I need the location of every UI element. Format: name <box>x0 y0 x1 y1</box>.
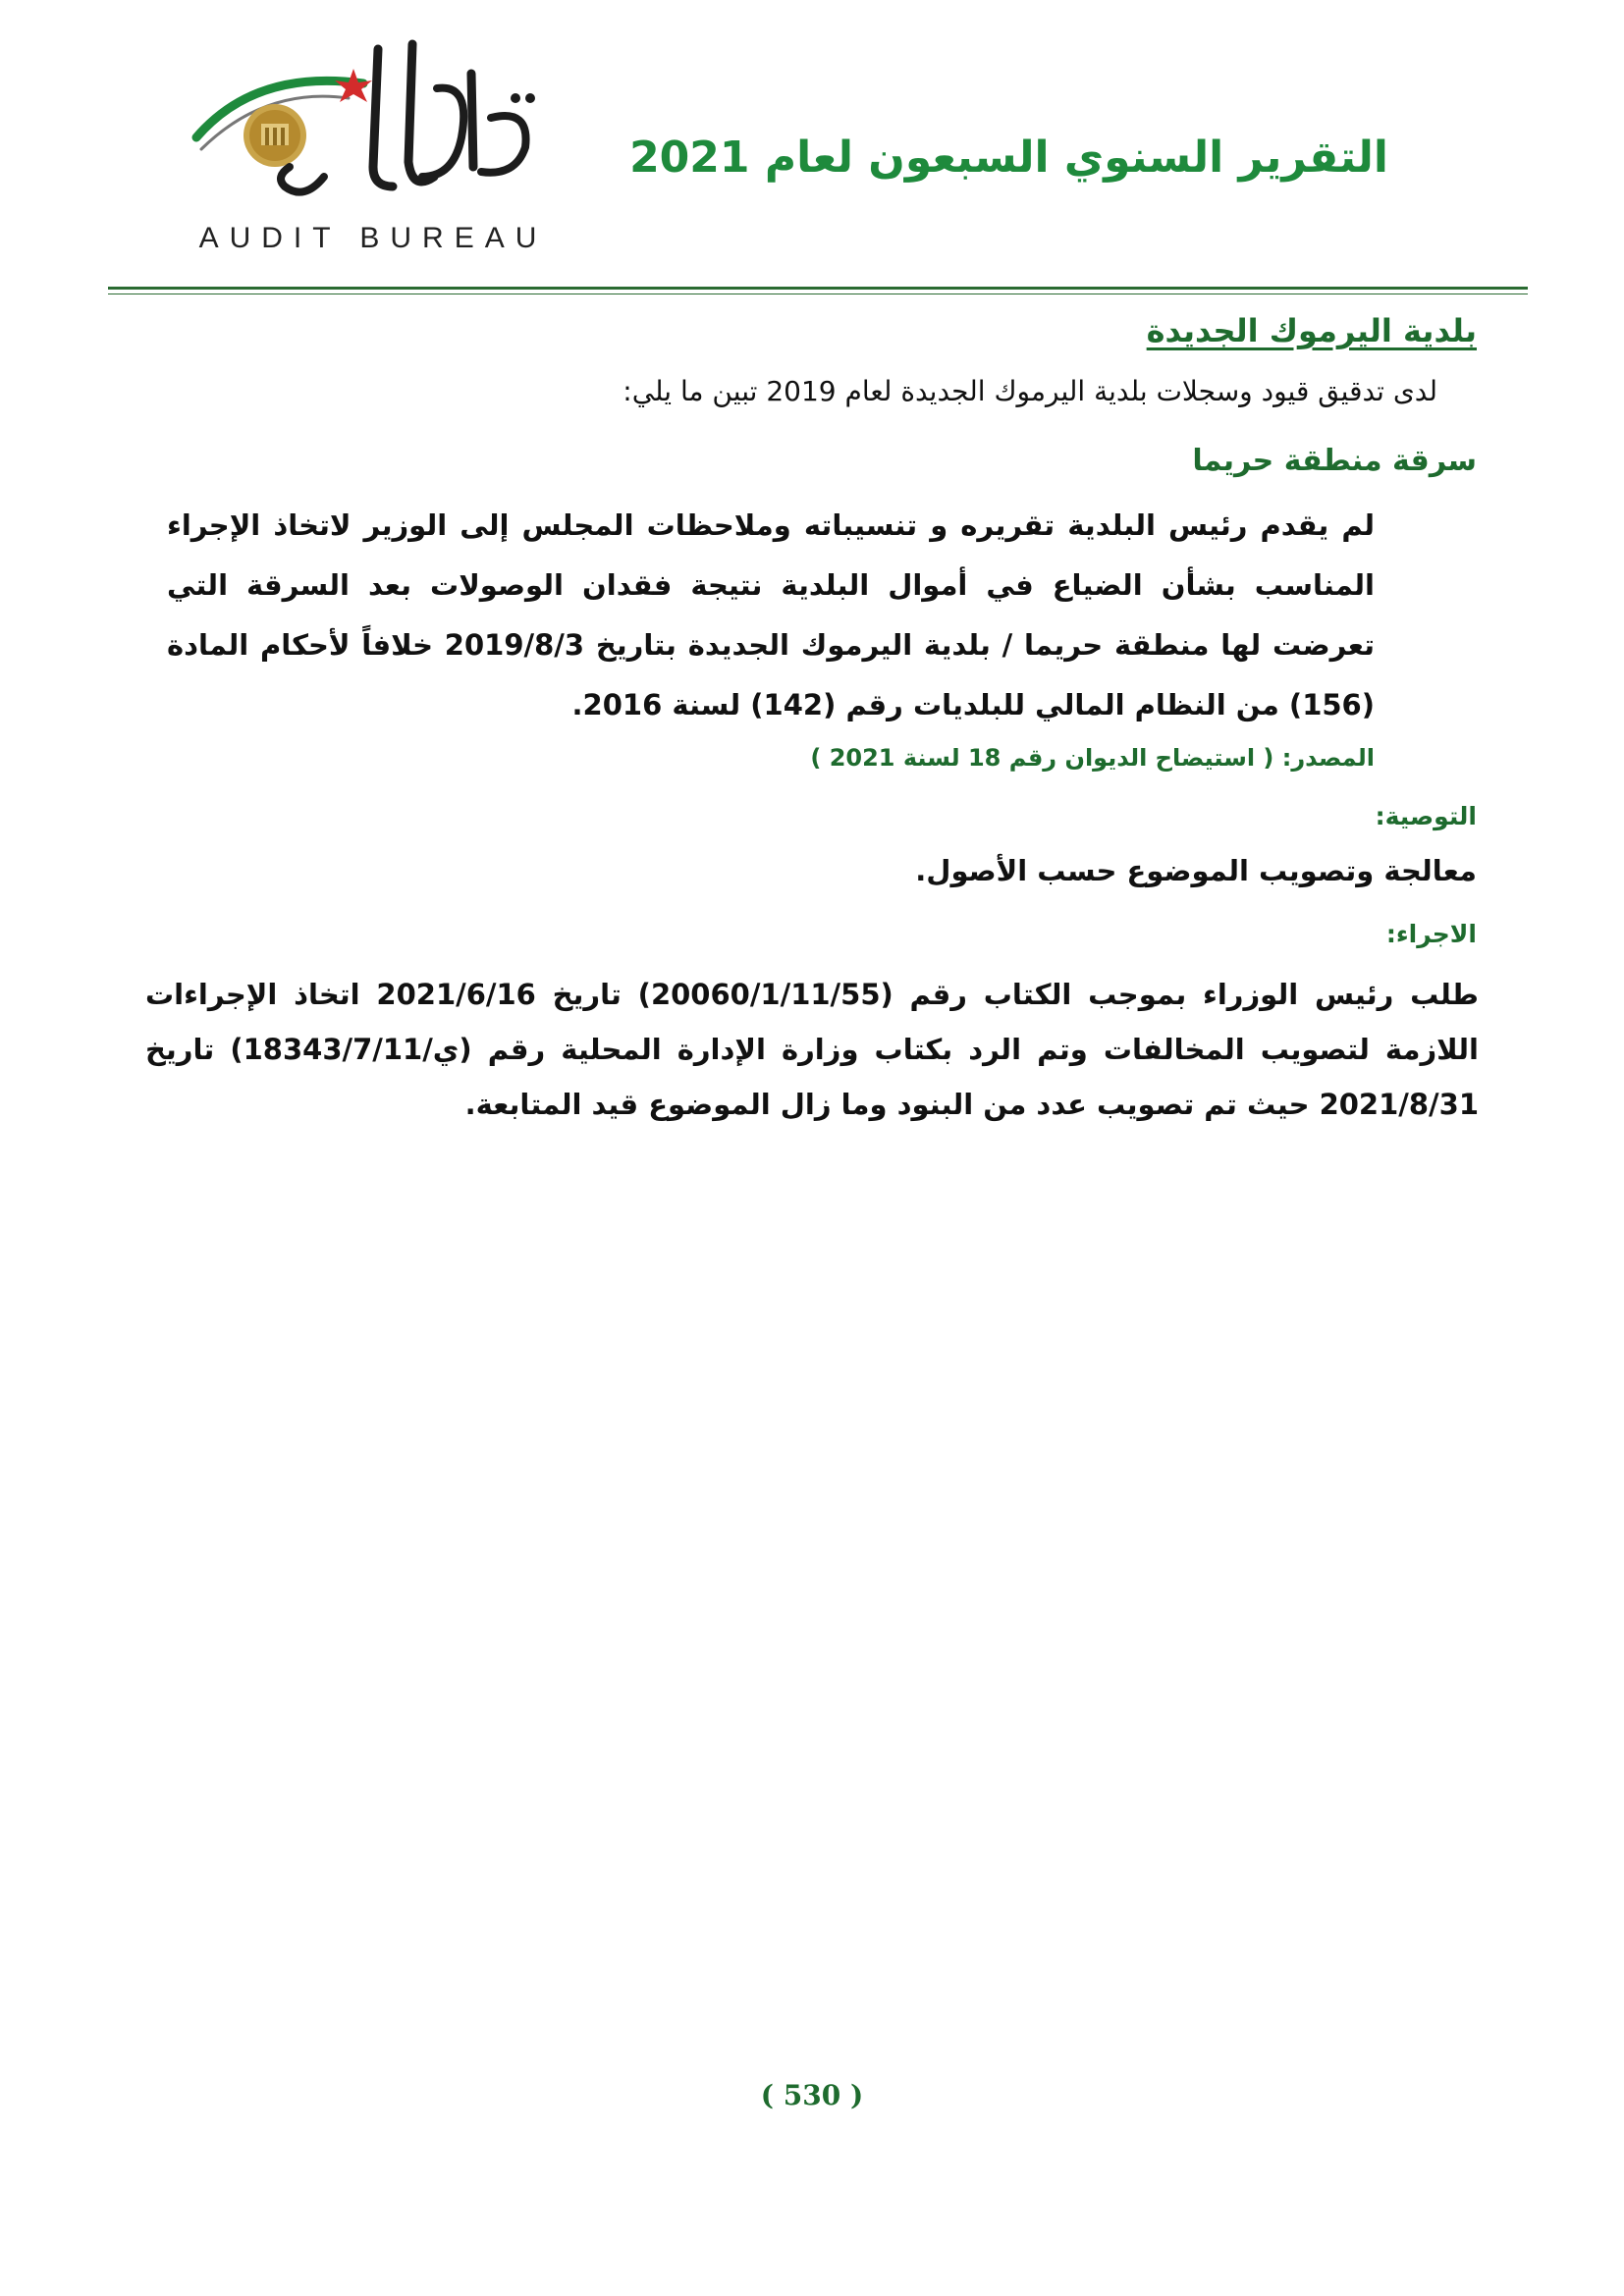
audit-bureau-emblem-icon <box>177 29 569 226</box>
audit-bureau-logo <box>177 29 569 265</box>
action-label: الاجراء: <box>1385 920 1477 948</box>
action-paragraph: طلب رئيس الوزراء بموجب الكتاب رقم (20060/1/11/55) تاريخ 2021/6/16 اتخاذ الإجراءات اللازمة لتصويب المخالفات وتم الرد بكتاب وزارة الإدارة المحلية رقم (ي/18343/7/11) تاريخ 2021/8/31 حيث تم تصويب عدد من البنود وما زال الموضوع قيد المتابعة. <box>145 978 1479 1121</box>
case-paragraph: لم يقدم رئيس البلدية تقريره و تنسيباته وملاحظات المجلس إلى الوزير لاتخاذ الإجراء المناسب بشأن الضياع في أموال البلدية نتيجة فقدان الوصولات بعد السرقة التي تعرضت لها منطقة حريما / بلدية اليرموك الجديدة بتاريخ 2019/8/3 خلافاً لأحكام المادة (156) من النظام المالي للبلديات رقم (142) لسنة 2016. <box>167 508 1375 721</box>
case-title: سرقة منطقة حريما <box>1192 444 1477 478</box>
page-number: ( 530 ) <box>760 2079 864 2111</box>
municipality-title: بلدية اليرموك الجديدة <box>1146 312 1477 349</box>
header-divider <box>108 287 1528 290</box>
recommendation-label: التوصية: <box>1375 802 1477 830</box>
recommendation-text: معالجة وتصويب الموضوع حسب الأصول. <box>915 854 1477 887</box>
report-title: التقرير السنوي السبعون لعام 2021 <box>629 133 1388 183</box>
logo-english-text: AUDIT BUREAU <box>198 222 548 254</box>
intro-text: لدى تدقيق قيود وسجلات بلدية اليرموك الجديدة لعام 2019 تبين ما يلي: <box>623 375 1437 407</box>
source-note: المصدر: ( استيضاح الديوان رقم 18 لسنة 2021 ) <box>810 744 1375 772</box>
